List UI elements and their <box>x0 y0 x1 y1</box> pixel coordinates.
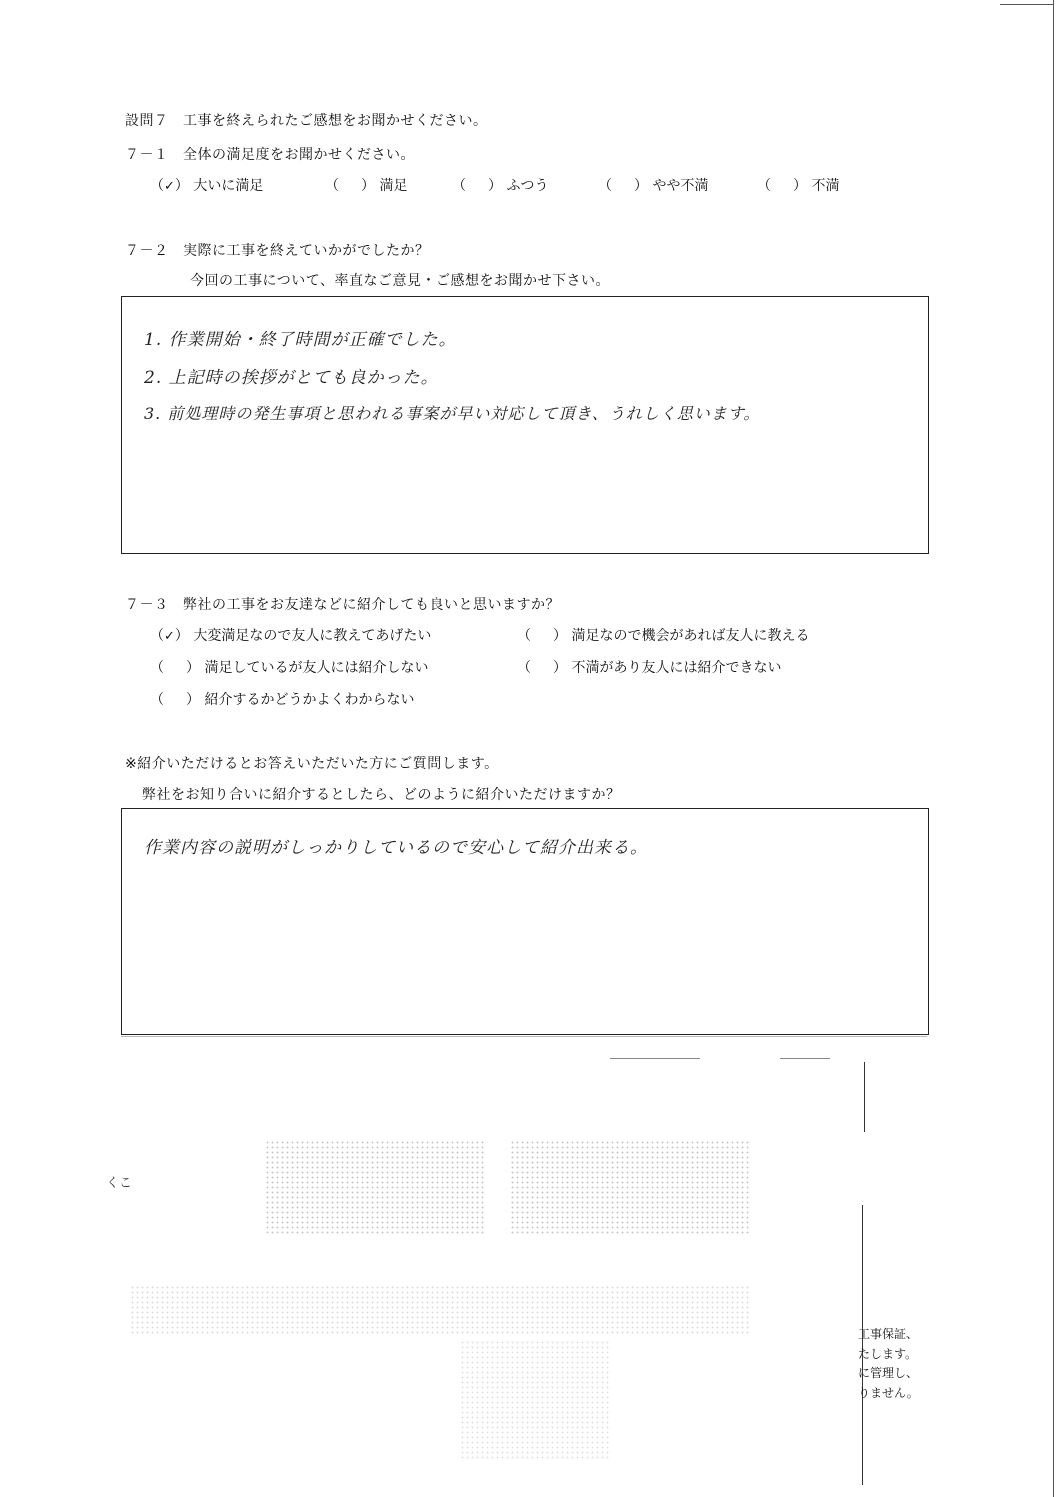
paren-close: ） <box>174 628 189 644</box>
scan-vertical-line <box>864 1062 865 1132</box>
option-label: やや不満 <box>652 178 709 194</box>
check-mark-icon: ✓ <box>164 629 175 644</box>
faded-print-area <box>510 1140 750 1235</box>
paren-open: （ <box>150 628 164 644</box>
q1-option-satisfied[interactable] <box>325 175 407 195</box>
question-7-1-label: ７－１ 全体の満足度をお聞かせください。 <box>125 147 415 163</box>
q3-option-satisfied[interactable] <box>517 625 809 645</box>
paren-open: （ <box>598 178 612 194</box>
question-7-2-subtext: 今回の工事について、率直なご意見・ご感想をお聞かせ下さい。 <box>190 273 610 289</box>
paren-close: ） <box>361 178 375 194</box>
paren-close: ） <box>174 178 189 194</box>
question-7-2-label: ７－２ 実際に工事を終えていかがでしたか？ <box>125 243 430 259</box>
option-label: 紹介するかどうかよくわからない <box>204 692 415 708</box>
referral-question: 弊社をお知り合いに紹介するとしたら、どのように紹介いただけますか？ <box>142 787 621 803</box>
paren-close: ） <box>553 628 567 644</box>
q1-option-somewhat-dissatisfied[interactable] <box>598 175 708 195</box>
check-mark-icon: ✓ <box>164 179 175 194</box>
paren-close: ） <box>186 660 200 676</box>
paren-close: ） <box>553 660 567 676</box>
scan-dash-mark <box>780 1058 830 1059</box>
cut-off-right-line-2: たします。 <box>858 1347 918 1361</box>
cut-off-right-line-3: に管理し、 <box>858 1366 919 1380</box>
option-label: 満足 <box>379 178 408 194</box>
option-label: 満足なので機会があれば友人に教える <box>571 628 810 644</box>
handwritten-answer-3: 3. 前処理時の発生事項と思われる事案が早い対応して頂き、うれしく思います。 <box>144 404 761 423</box>
scan-edge-line <box>1053 0 1054 1497</box>
paren-open: （ <box>150 660 164 676</box>
paren-open: （ <box>452 178 466 194</box>
faded-print-area <box>130 1285 750 1335</box>
cut-off-right-line-4: りません。 <box>858 1386 919 1400</box>
option-label: 大いに満足 <box>193 178 264 194</box>
q3-option-dissatisfied[interactable] <box>517 657 781 677</box>
handwritten-answer-1: 1. 作業開始・終了時間が正確でした。 <box>144 330 457 350</box>
scan-divider <box>121 1036 927 1037</box>
faded-print-area <box>460 1340 610 1460</box>
paren-open: （ <box>325 178 339 194</box>
question-7-3-label: ７－３ 弊社の工事をお友達などに紹介しても良いと思いますか？ <box>125 597 560 613</box>
paren-close: ） <box>488 178 502 194</box>
scan-dash-mark <box>610 1058 700 1059</box>
option-label: 不満があり友人には紹介できない <box>571 660 782 676</box>
paren-open: （ <box>517 660 531 676</box>
faded-print-area <box>265 1140 485 1235</box>
scan-corner-mark <box>1000 4 1053 5</box>
q3-option-very-satisfied[interactable] <box>150 625 431 645</box>
paren-open: （ <box>150 692 164 708</box>
paren-close: ） <box>186 692 200 708</box>
option-label: 満足しているが友人には紹介しない <box>204 660 429 676</box>
q1-option-neutral[interactable] <box>452 175 548 195</box>
paren-open: （ <box>517 628 531 644</box>
option-label: ふつう <box>506 178 549 194</box>
q1-option-dissatisfied[interactable] <box>757 175 839 195</box>
section-title: 設問７ 工事を終えられたご感想をお聞かせください。 <box>125 113 488 129</box>
referral-note: ※紹介いただけるとお答えいただいた方にご質問します。 <box>125 756 499 772</box>
paren-open: （ <box>150 178 164 194</box>
cut-off-right-line-1: 工事保証、 <box>858 1327 919 1341</box>
answer-box-7-2[interactable] <box>121 296 929 554</box>
q3-option-satisfied-no-refer[interactable] <box>150 657 428 677</box>
cut-off-left-text: くこ <box>106 1176 133 1191</box>
handwritten-answer-2: 2. 上記時の挨拶がとても良かった。 <box>144 368 439 388</box>
paren-open: （ <box>757 178 771 194</box>
paren-close: ） <box>634 178 648 194</box>
option-label: 大変満足なので友人に教えてあげたい <box>193 628 432 644</box>
handwritten-referral-answer: 作業内容の説明がしっかりしているので安心して紹介出来る。 <box>144 838 648 858</box>
answer-box-referral[interactable] <box>121 808 929 1035</box>
q1-option-very-satisfied[interactable] <box>150 175 263 195</box>
option-label: 不満 <box>811 178 840 194</box>
q3-option-unsure[interactable] <box>150 689 414 709</box>
paren-close: ） <box>793 178 807 194</box>
